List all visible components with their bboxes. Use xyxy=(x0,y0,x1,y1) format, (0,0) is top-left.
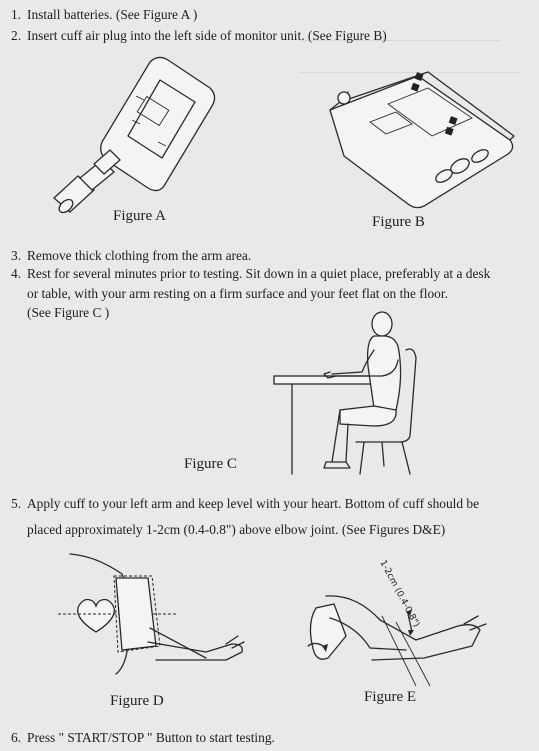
step-5 xyxy=(11,495,479,512)
step-text: Press " START/STOP " Button to start testing. xyxy=(27,730,275,745)
batteries xyxy=(54,150,120,215)
step-2 xyxy=(11,27,387,44)
step-6 xyxy=(11,729,275,746)
figure-e-illustration xyxy=(296,556,496,686)
svg-text:■ ■: ■ ■ xyxy=(443,114,460,138)
step-4-continuation-2: (See Figure C ) xyxy=(27,305,110,320)
step-number: 1. xyxy=(11,7,22,22)
figure-a-caption: Figure A xyxy=(113,208,166,224)
figure-c-caption: Figure C xyxy=(184,456,237,472)
step-5-continuation-1: placed approximately 1-2cm (0.4-0.8") above elbow joint. (See Figures D&E) xyxy=(27,522,446,537)
step-text: Insert cuff air plug into the left side of monitor unit. (See Figure B) xyxy=(27,28,387,43)
step-text: Rest for several minutes prior to testing. Sit down in a quiet place, preferably at a desk xyxy=(27,266,491,281)
figure-b-caption: Figure B xyxy=(372,214,425,230)
figure-d-illustration xyxy=(56,548,256,678)
step-number: 6. xyxy=(11,730,22,745)
monitor-back-body xyxy=(101,57,215,190)
seated-person xyxy=(324,312,401,468)
step-4 xyxy=(11,265,490,282)
svg-text:■ ■: ■ ■ xyxy=(409,70,426,94)
step-number: 3. xyxy=(11,248,22,263)
cuff-distance-label: 1-2cm (0.4-0.8") xyxy=(377,558,422,630)
step-text: Remove thick clothing from the arm area. xyxy=(27,248,252,263)
step-1 xyxy=(11,6,197,23)
figure-e-caption: Figure E xyxy=(364,689,417,705)
step-text: Install batteries. (See Figure A ) xyxy=(27,7,198,22)
figure-c-illustration xyxy=(270,306,450,476)
figure-d-caption: Figure D xyxy=(110,693,164,709)
step-number: 2. xyxy=(11,28,22,43)
figure-b-illustration xyxy=(300,70,530,220)
step-text: Apply cuff to your left arm and keep level with your heart. Bottom of cuff should be xyxy=(27,496,480,511)
heart-icon xyxy=(78,600,115,632)
step-4-continuation-1: or table, with your arm resting on a firm surface and your feet flat on the floor. xyxy=(27,286,448,301)
figure-a-illustration xyxy=(40,50,230,230)
cuff-and-arm xyxy=(310,596,486,686)
arm-with-cuff xyxy=(114,576,244,660)
monitor-front-body xyxy=(330,71,514,208)
step-number: 4. xyxy=(11,266,22,281)
step-3 xyxy=(11,247,251,264)
step-number: 5. xyxy=(11,496,22,511)
